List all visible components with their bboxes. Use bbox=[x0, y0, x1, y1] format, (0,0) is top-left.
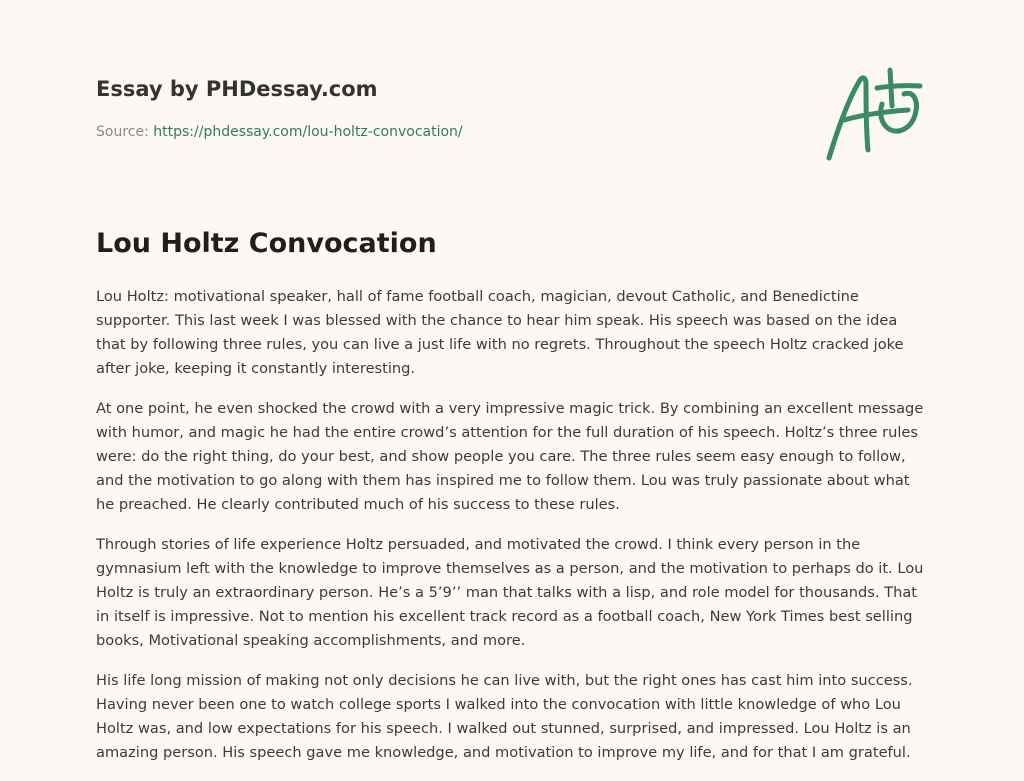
essay-paragraph: His life long mission of making not only decisions he can live with, but the right ones has cast him into success. Having never been one to watch college sports I walked into the convocation with little knowledge of who Lou Holtz was, and low expectations for his speech. I walked out stunned, surprised, and impressed. Lou Holtz is an amazing person. His speech gave me knowledge, and motivation to improve my life, and for that I am grateful. bbox=[96, 672, 913, 761]
a-plus-grade-icon bbox=[822, 66, 932, 166]
source-line bbox=[96, 122, 796, 142]
site-brand: Essay by PHDessay.com bbox=[96, 77, 378, 101]
source-link[interactable]: https://phdessay.com/lou-holtz-convocation/ bbox=[153, 124, 463, 140]
essay-body bbox=[96, 285, 928, 781]
a-plus-logo-svg bbox=[822, 66, 932, 166]
source-label: Source: bbox=[96, 124, 149, 140]
essay-paragraph: Lou Holtz: motivational speaker, hall of fame football coach, magician, devout Catholic, and Benedictine supporter. This last week I was blessed with the chance to hear him speak. His speech was based on the idea that by following three rules, you can live a just life with no regrets. Throughout the speech Holtz cracked joke after joke, keeping it constantly interesting. bbox=[96, 288, 904, 377]
essay-paragraph: At one point, he even shocked the crowd with a very impressive magic trick. By combining an excellent message with humor, and magic he had the entire crowd’s attention for the full duration of his speech. Holtz’s three rules were: do the right thing, do your best, and show people you care. The three rules seem easy enough to follow, and the motivation to go along with them has inspired me to follow them. Lou was truly passionate about what he preached. He clearly contributed much of his success to these rules. bbox=[96, 400, 924, 513]
essay-header bbox=[96, 74, 796, 142]
essay-paragraph: Through stories of life experience Holtz persuaded, and motivated the crowd. I think every person in the gymnasium left with the knowledge to improve themselves as a person, and the motivation to perhaps do it. Lou Holtz is truly an extraordinary person. He’s a 5’9’’ man that talks with a lisp, and role model for thousands. That in itself is impressive. Not to mention his excellent track record as a football coach, New York Times best selling books, Motivational speaking accomplishments, and more. bbox=[96, 536, 924, 649]
essay-title: Lou Holtz Convocation bbox=[96, 228, 437, 259]
